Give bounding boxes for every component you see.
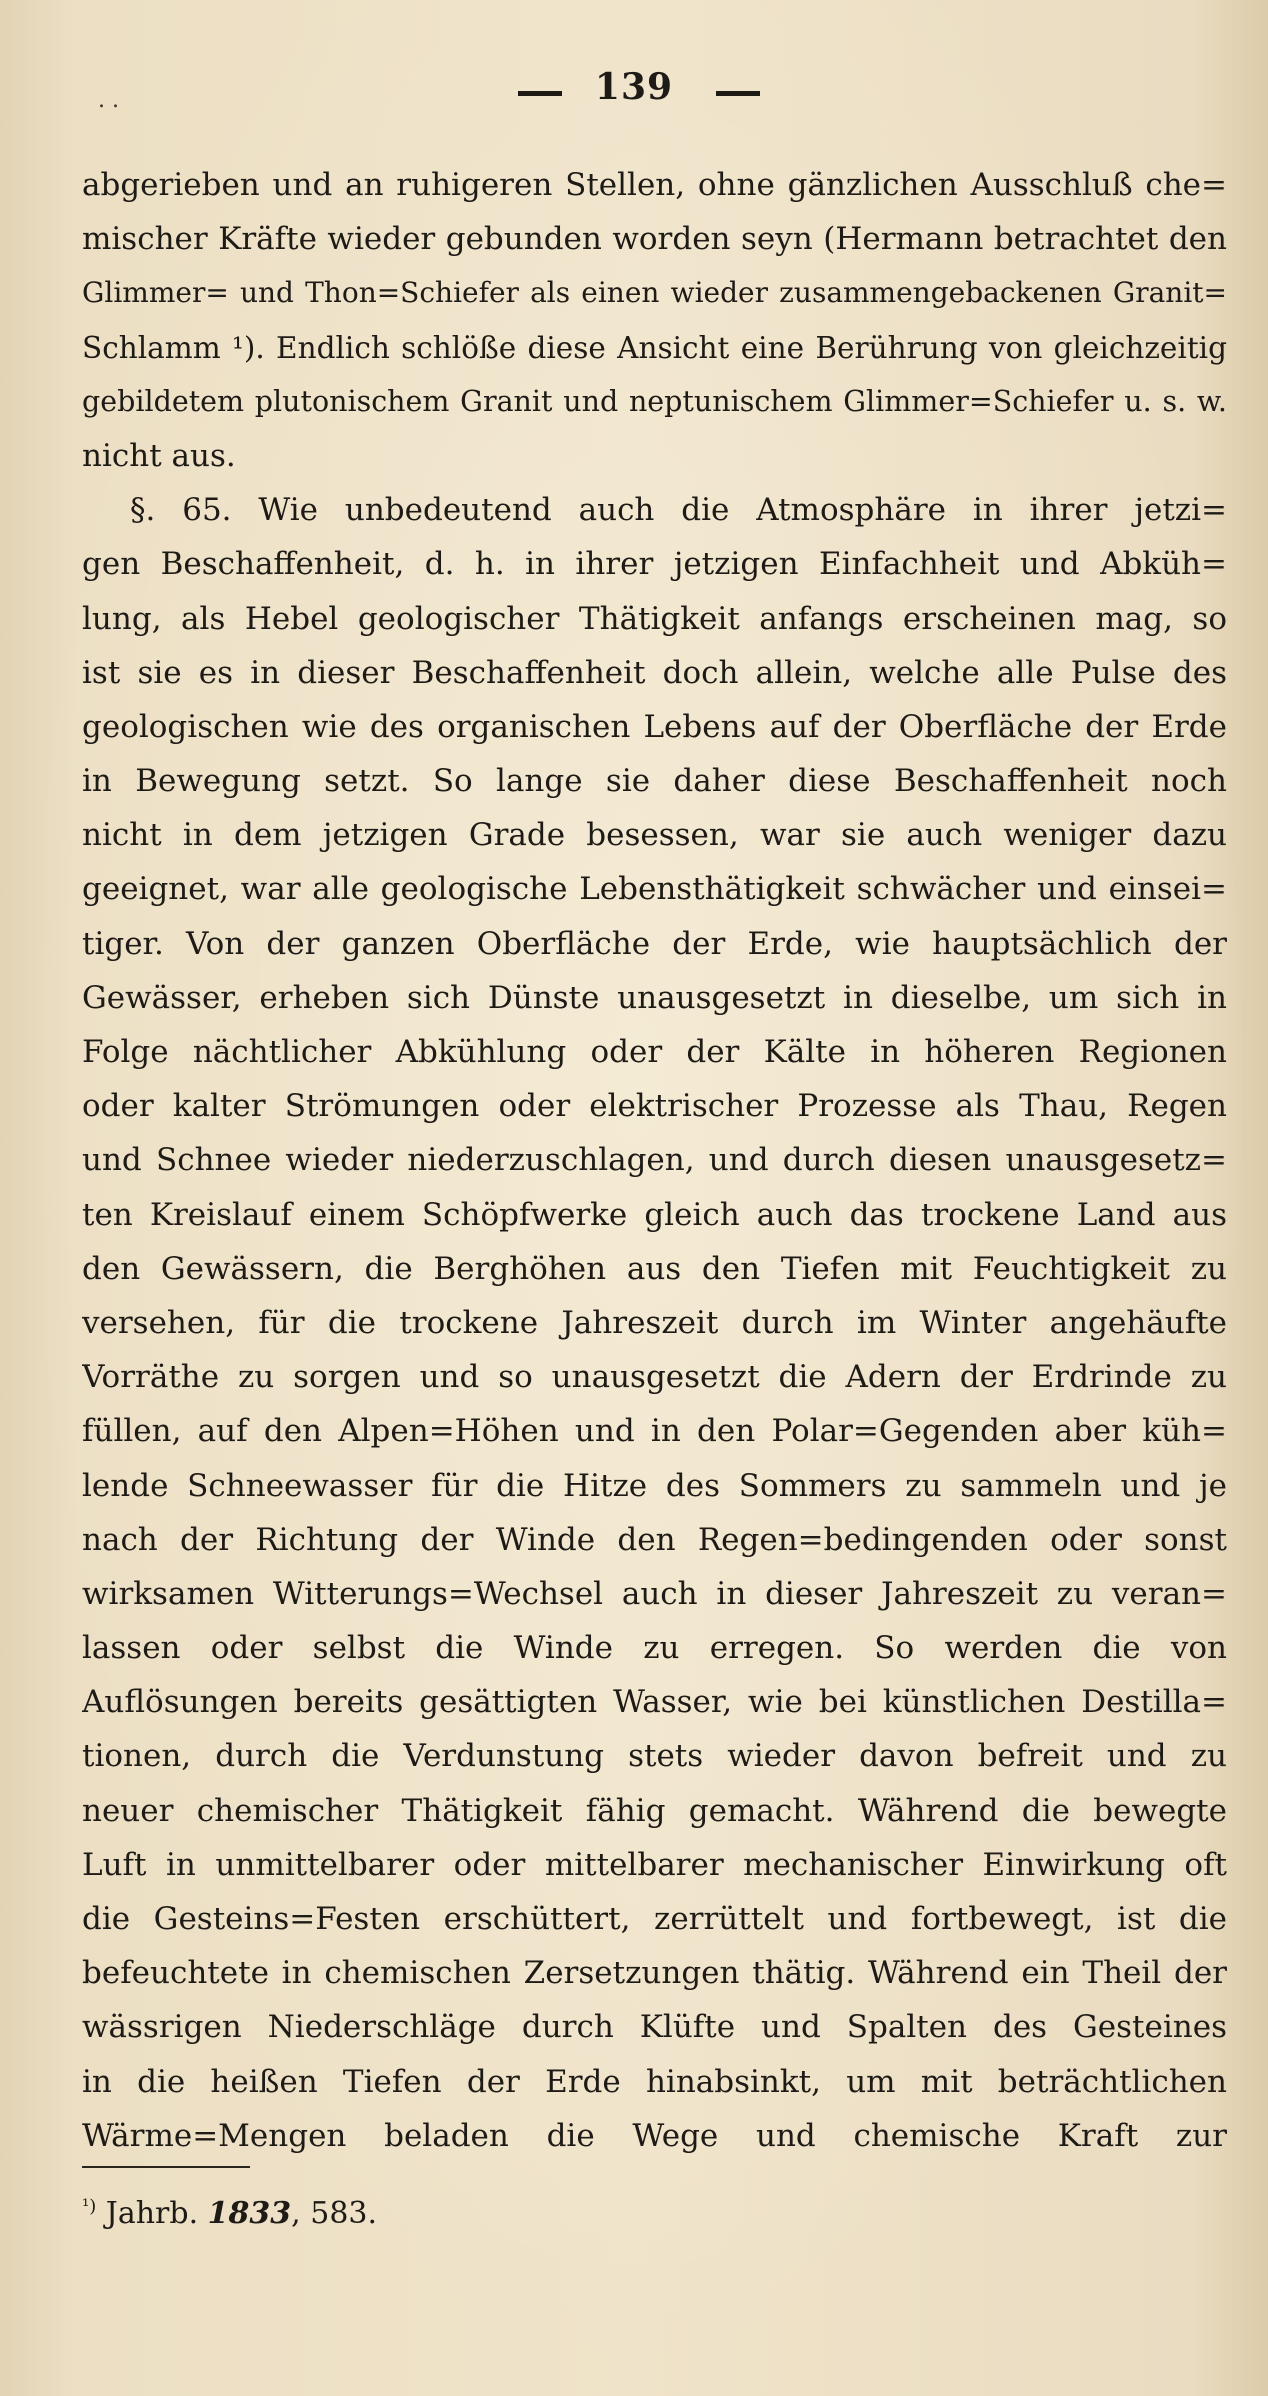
- text-line: in Bewegung setzt. So lange sie daher diese Beschaffenheit noch: [82, 763, 1227, 800]
- text-line: geologischen wie des organischen Lebens auf der Oberfläche der Erde: [82, 708, 1227, 745]
- text-line: ten Kreislauf einem Schöpfwerke gleich auch das trockene Land aus: [82, 1196, 1227, 1233]
- footnote-pages: , 583.: [291, 2196, 378, 2231]
- text-line: nicht aus.: [82, 437, 236, 474]
- text-line: lende Schneewasser für die Hitze des Sommers zu sammeln und je: [82, 1467, 1227, 1504]
- text-line: den Gewässern, die Berghöhen aus den Tiefen mit Feuchtigkeit zu: [82, 1250, 1227, 1287]
- text-line: Schlamm ¹). Endlich schlöße diese Ansicht eine Berührung von gleichzeitig: [82, 330, 1227, 365]
- footnote-year: 1833: [207, 2196, 292, 2231]
- text-line: Gewässer, erheben sich Dünste unausgesetzt in dieselbe, um sich in: [82, 979, 1227, 1016]
- page-number: 139: [594, 66, 674, 108]
- text-line: tionen, durch die Verdunstung stets wieder davon befreit und zu: [82, 1738, 1227, 1775]
- text-line: Folge nächtlicher Abkühlung oder der Kälte in höheren Regionen: [82, 1034, 1227, 1070]
- footnote: [82, 2196, 377, 2231]
- text-line: abgerieben und an ruhigeren Stellen, ohne gänzlichen Ausschluß che=: [82, 167, 1227, 203]
- page-header: [0, 58, 1268, 118]
- text-line: tiger. Von der ganzen Oberfläche der Erde, wie hauptsächlich der: [82, 925, 1227, 962]
- text-line: mischer Kräfte wieder gebunden worden seyn (Hermann betrachtet den: [82, 221, 1227, 258]
- text-line: nach der Richtung der Winde den Regen=bedingenden oder sonst: [82, 1521, 1227, 1558]
- text-line: geeignet, war alle geologische Lebensthätigkeit schwächer und einsei=: [82, 871, 1227, 908]
- print-specks: . .: [98, 88, 119, 113]
- text-line: Wärme=Mengen beladen die Wege und chemische Kraft zur: [82, 2117, 1227, 2154]
- text-line: neuer chemischer Thätigkeit fähig gemacht. Während die bewegte: [82, 1792, 1227, 1829]
- text-line: nicht in dem jetzigen Grade besessen, war sie auch weniger dazu: [82, 817, 1227, 854]
- header-dash-right: [716, 91, 760, 96]
- text-line: in die heißen Tiefen der Erde hinabsinkt, um mit beträchtlichen: [82, 2063, 1227, 2100]
- text-line: wässrigen Niederschläge durch Klüfte und Spalten des Gesteines: [82, 2009, 1227, 2046]
- text-line: die Gesteins=Festen erschüttert, zerrüttelt und fortbewegt, ist die: [82, 1901, 1227, 1937]
- text-line: und Schnee wieder niederzuschlagen, und durch diesen unausgesetz=: [82, 1142, 1227, 1179]
- text-line: Vorräthe zu sorgen und so unausgesetzt die Adern der Erdrinde zu: [82, 1359, 1227, 1396]
- footnote-marker: ¹): [82, 2196, 97, 2217]
- text-line: lassen oder selbst die Winde zu erregen. So werden die von: [82, 1630, 1227, 1667]
- text-line: lung, als Hebel geologischer Thätigkeit anfangs erscheinen mag, so: [82, 600, 1227, 637]
- text-line: wirksamen Witterungs=Wechsel auch in dieser Jahreszeit zu veran=: [82, 1575, 1227, 1612]
- text-line: Luft in unmittelbarer oder mittelbarer mechanischer Einwirkung oft: [82, 1846, 1227, 1883]
- text-line: befeuchtete in chemischen Zersetzungen thätig. Während ein Theil der: [82, 1955, 1227, 1992]
- text-line: versehen, für die trockene Jahreszeit durch im Winter angehäufte: [82, 1304, 1227, 1341]
- text-line: Auflösungen bereits gesättigten Wasser, wie bei künstlichen Destilla=: [82, 1684, 1227, 1721]
- text-line: gen Beschaffenheit, d. h. in ihrer jetzigen Einfachheit und Abküh=: [82, 546, 1227, 583]
- text-line: füllen, auf den Alpen=Höhen und in den Polar=Gegenden aber küh=: [82, 1413, 1227, 1450]
- body-text: [82, 158, 1227, 2163]
- text-line: Glimmer= und Thon=Schiefer als einen wieder zusammengebackenen Granit=: [82, 276, 1227, 310]
- text-line: oder kalter Strömungen oder elektrischer Prozesse als Thau, Regen: [82, 1088, 1227, 1125]
- section-65-start: §. 65. Wie unbedeutend auch die Atmosphäre in ihrer jetzi=: [130, 492, 1227, 529]
- text-line: ist sie es in dieser Beschaffenheit doch allein, welche alle Pulse des: [82, 654, 1227, 691]
- footnote-rule: [82, 2166, 250, 2168]
- footnote-source: Jahrb.: [105, 2196, 199, 2231]
- text-line: gebildetem plutonischem Granit und neptunischem Glimmer=Schiefer u. s. w.: [82, 384, 1227, 418]
